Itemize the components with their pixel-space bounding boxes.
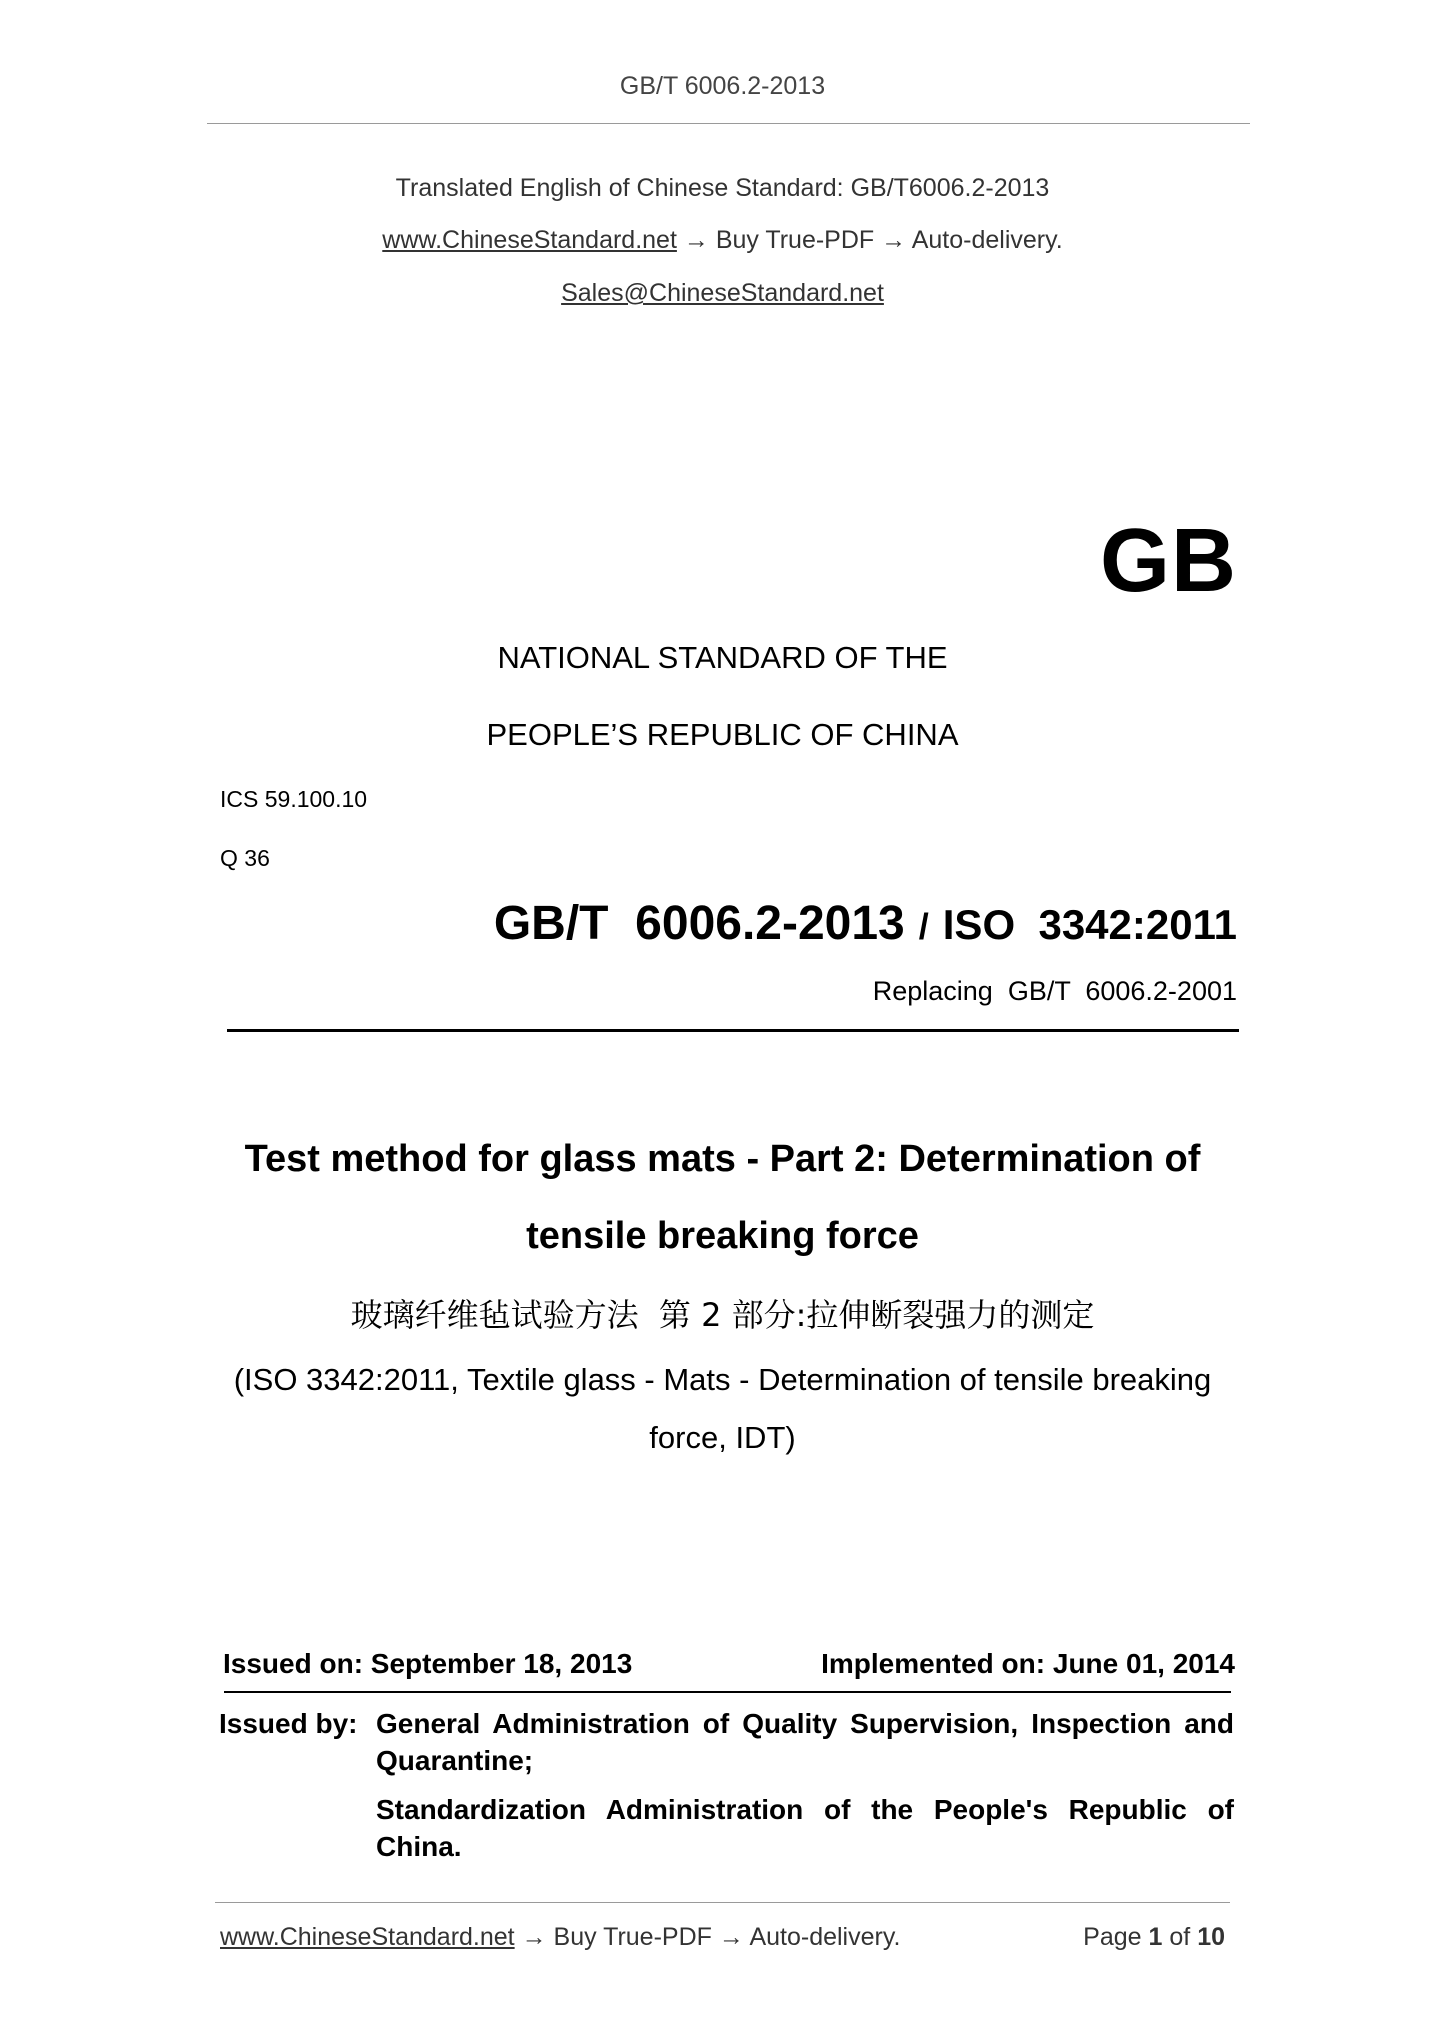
arrow-icon: → [521, 1923, 547, 1951]
iso-standard-number: ISO 3342:2011 [942, 901, 1237, 948]
website-link[interactable]: www.ChineseStandard.net [382, 226, 677, 254]
running-header: GB/T 6006.2-2013 [619, 72, 826, 100]
buy-text: Buy True-PDF [715, 226, 875, 254]
ccs-code: Q 36 [220, 845, 270, 871]
standard-number [494, 896, 1237, 951]
title-line1: Test method for glass mats - Part 2: Determination of [244, 1138, 1201, 1180]
delivery-text: Auto-delivery. [911, 226, 1063, 254]
sales-line [0, 279, 1445, 308]
footer-delivery-text: Auto-delivery. [749, 1923, 901, 1951]
translation-notice: Translated English of Chinese Standard: GB/T6006.2-2013 [395, 174, 1050, 202]
issuer-2: Standardization Administration of the People's Republic of China. [376, 1794, 1234, 1862]
standard-slash: / [918, 906, 929, 947]
issued-on-date: Issued on: September 18, 2013 [223, 1648, 633, 1679]
iso-reference-line2: force, IDT) [649, 1420, 796, 1455]
arrow-icon: → [881, 226, 907, 254]
chinese-title: 玻璃纤维毡试验方法 第 2 部分:拉伸断裂强力的测定 [350, 1296, 1095, 1334]
purchase-line [0, 226, 1445, 255]
footer-purchase-line [220, 1923, 900, 1952]
page-indicator [1083, 1923, 1225, 1952]
header-divider [207, 123, 1250, 124]
page-total: 10 [1197, 1923, 1225, 1951]
sales-email-link[interactable]: Sales@ChineseStandard.net [561, 279, 884, 307]
footer-website-link[interactable]: www.ChineseStandard.net [220, 1923, 515, 1951]
issued-by-label: Issued by: [219, 1708, 358, 1739]
replacing-note: Replacing GB/T 6006.2-2001 [872, 976, 1237, 1006]
issuer-1: General Administration of Quality Supervision, Inspection and Quarantine; [376, 1708, 1234, 1776]
gb-logo: GB [1100, 511, 1237, 611]
page-current: 1 [1148, 1923, 1163, 1951]
national-standard-line2: PEOPLE’S REPUBLIC OF CHINA [486, 717, 959, 752]
arrow-icon: → [683, 226, 709, 254]
of-label: of [1169, 1923, 1191, 1951]
title-divider [227, 1029, 1239, 1032]
arrow-icon: → [718, 1923, 744, 1951]
iso-reference-line1: (ISO 3342:2011, Textile glass - Mats - Determination of tensile breaking [233, 1362, 1212, 1397]
footer-buy-text: Buy True-PDF [553, 1923, 712, 1951]
ics-code: ICS 59.100.10 [220, 786, 368, 812]
title-line2: tensile breaking force [526, 1215, 919, 1257]
gb-standard-number: GB/T 6006.2-2013 [493, 897, 905, 950]
implemented-on-date: Implemented on: June 01, 2014 [821, 1648, 1235, 1679]
page-label: Page [1083, 1923, 1142, 1951]
dates-divider [224, 1691, 1231, 1693]
footer-divider [215, 1902, 1230, 1903]
national-standard-line1: NATIONAL STANDARD OF THE [497, 640, 948, 675]
